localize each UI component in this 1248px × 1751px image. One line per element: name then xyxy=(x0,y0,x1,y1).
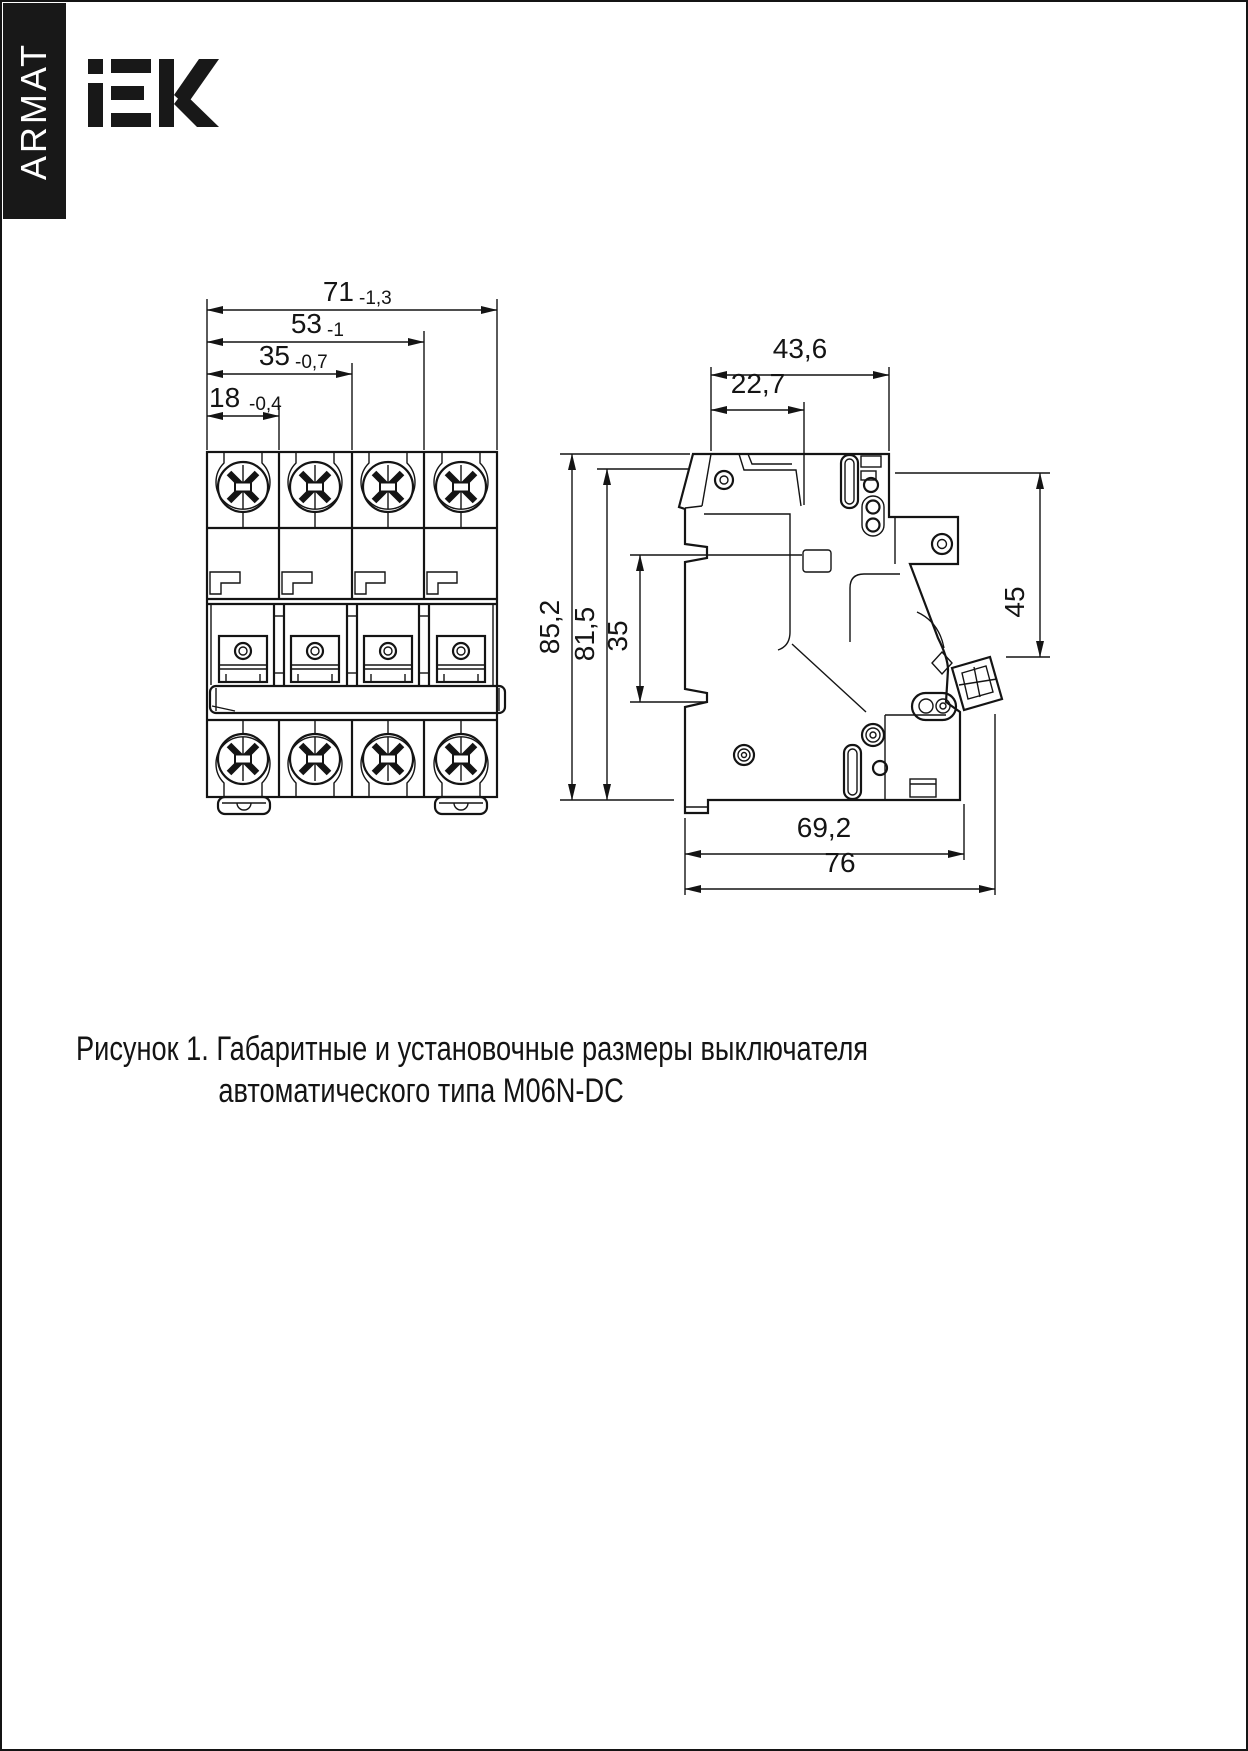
dim-depth-with-terminal xyxy=(685,714,995,895)
screw-terminal-bottom-icon xyxy=(434,720,488,797)
rivet-icon xyxy=(734,745,754,765)
rivet-icon xyxy=(862,724,884,746)
dim-value: 18 xyxy=(209,382,241,413)
dim-tolerance: -0,4 xyxy=(249,394,282,415)
toggle-handle xyxy=(291,636,339,682)
figure-caption xyxy=(76,1028,868,1112)
brand-vertical-text: ARMAT xyxy=(13,41,55,181)
module-web xyxy=(274,604,284,685)
dim-value: 71 xyxy=(322,276,354,307)
hole-pair-vertical xyxy=(862,496,884,536)
screw-terminal-top-icon xyxy=(216,452,270,528)
rivet-icon xyxy=(715,471,733,489)
dim-din-groove xyxy=(602,555,802,702)
dim-width-1-module xyxy=(207,382,282,416)
rivet-icon xyxy=(932,534,952,554)
toggle-handle xyxy=(364,636,412,682)
indicator-window xyxy=(355,572,385,594)
indicator-window xyxy=(282,572,312,594)
side-view-drawing xyxy=(534,333,1050,895)
dim-width-total xyxy=(207,276,497,310)
module-web xyxy=(347,604,357,685)
module-web xyxy=(419,604,429,685)
dim-tolerance: -1 xyxy=(327,320,344,341)
screw-terminal-top-icon xyxy=(434,452,488,528)
side-view-dimensions xyxy=(534,333,1050,895)
dim-tolerance: -1,3 xyxy=(359,288,392,309)
screw-terminal-top-icon xyxy=(288,452,342,528)
screw-terminal-bottom-icon xyxy=(361,720,415,797)
mounting-foot xyxy=(435,797,487,814)
front-view-dimensions xyxy=(207,276,497,450)
handle-tie-bar xyxy=(210,686,505,713)
dim-tolerance: -0,7 xyxy=(295,352,328,373)
dim-width-2-modules xyxy=(207,340,352,374)
indicator-window xyxy=(210,572,240,594)
dim-value: 53 xyxy=(290,308,322,339)
dim-value: 35 xyxy=(258,340,290,371)
screw-terminal-top-icon xyxy=(361,452,415,528)
figure-caption-line2: автоматического типа M06N-DC xyxy=(218,1072,624,1110)
toggle-handle xyxy=(437,636,485,682)
dim-value: 69,2 xyxy=(796,812,852,843)
dim-value: 81,5 xyxy=(569,606,600,662)
screw-terminal-bottom-icon xyxy=(216,720,270,797)
toggle-handle xyxy=(219,636,267,682)
hole-pair-horizontal xyxy=(912,693,956,720)
dim-width-3-modules xyxy=(207,308,424,342)
dim-value: 45 xyxy=(999,586,1030,618)
figure-caption-line1: Рисунок 1. Габаритные и установочные размеры выключателя xyxy=(76,1030,869,1068)
mounting-foot xyxy=(218,797,270,814)
dim-value: 43,6 xyxy=(772,333,828,364)
indicator-window xyxy=(427,572,457,594)
dim-value: 85,2 xyxy=(534,599,565,655)
screw-terminal-bottom-icon xyxy=(288,720,342,797)
terminal-screw-icon xyxy=(952,657,1002,710)
figure-drawing xyxy=(2,2,1248,952)
dim-value: 76 xyxy=(824,847,856,878)
front-view-drawing xyxy=(207,276,505,814)
dim-value: 35 xyxy=(602,620,633,652)
dim-value: 22,7 xyxy=(730,368,786,399)
